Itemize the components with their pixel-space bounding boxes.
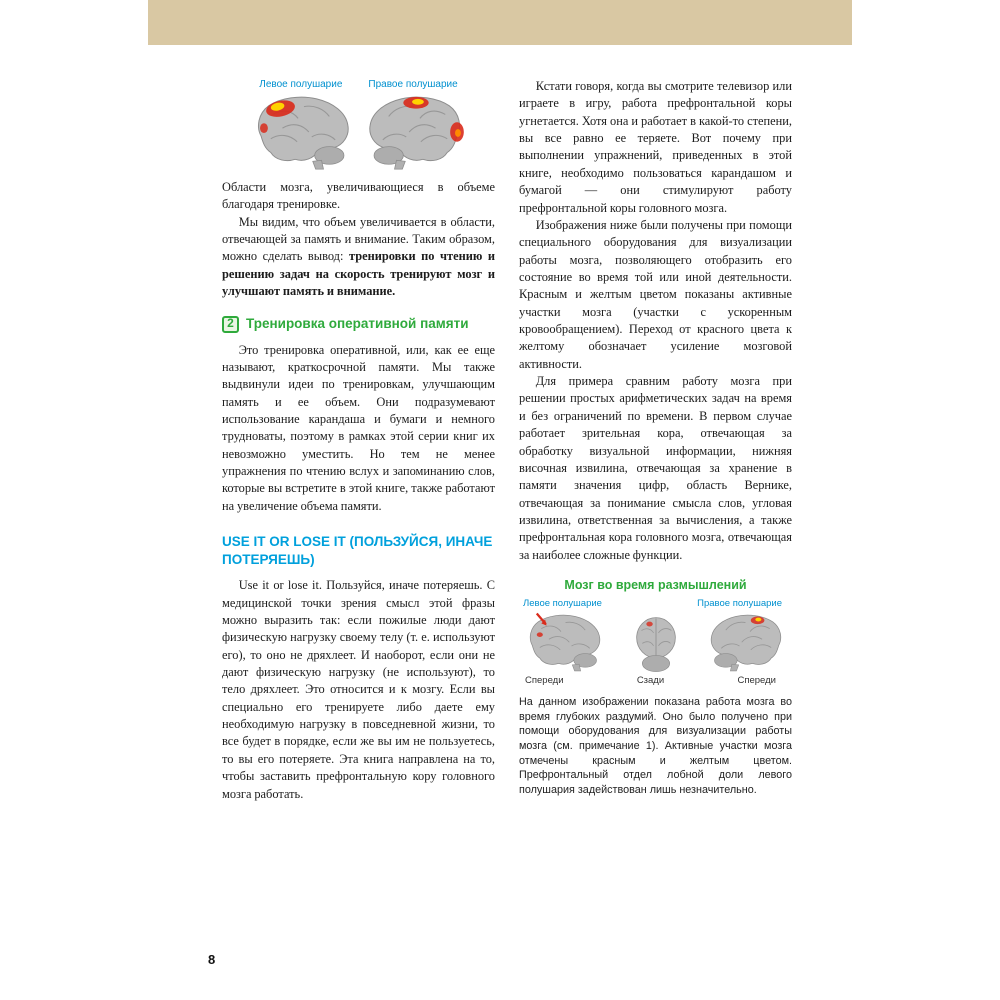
orientation-label-front-left: Спереди <box>525 675 564 687</box>
hemisphere-label-right: Правое полушарие <box>697 598 782 610</box>
orientation-label-back: Сзади <box>636 675 665 687</box>
page-number: 8 <box>208 952 216 967</box>
figure2-labels <box>519 598 792 610</box>
figure1-labels <box>222 78 495 91</box>
section-number-badge: 2 <box>222 316 239 333</box>
brain-left-hemisphere-image <box>247 93 357 173</box>
paragraph-bold-conclusion: тренировки по чтению и решению задач на скорость тренируют мозг и улучшают память и внимание. <box>222 249 496 299</box>
section-heading-text: Тренировка оперативной памяти <box>246 315 469 331</box>
hemisphere-label-left: Левое полушарие <box>523 598 602 610</box>
orientation-label-front-right: Спереди <box>737 675 776 687</box>
section-heading-working-memory <box>222 315 495 333</box>
paragraph-tv-games: Кстати говоря, когда вы смотрите телевизор или играете в игру, работа префронтальной коры угнетается. Хотя она и работает в какой-то степени, вы все равно ее теряете. Вот почему при выполнении упражнений, приведенных в этой книге, необходимо пользоваться карандашом и бумагой — они стимулируют работу префронтальной коры головного мозга. <box>519 79 792 215</box>
section-heading-use-it-or-lose-it: USE IT OR LOSE IT (ПОЛЬЗУЙСЯ, ИНАЧЕ ПОТЕРЯЕШЬ) <box>222 534 493 567</box>
hemisphere-label-left: Левое полушарие <box>259 79 343 90</box>
figure1-caption: Области мозга, увеличивающиеся в объеме благодаря тренировке. <box>222 180 495 212</box>
paragraph-text: Мы видим, что объем увеличивается в области, отвечающей за память и внимание. Таким образом, можно сделать вывод: <box>222 214 495 264</box>
paragraph-use-it-or-lose-it: Use it or lose it. Пользуйся, иначе потеряешь. С медицинской точки зрения смысл этой фразы можно выразить так: если пожилые люди дают физическую нагрузку своему телу (т. е. используют его), то оно не дряхлеет. И наоборот, если они не дают физическую нагрузку (не используют), то тело дряхлеет. Это относится и к мозгу. Если вы специально его тренируете либо даете ему необходимую нагрузку в повседневной жизни, то все будет в порядке, если же вы им не пользуетесь, то вы его потеряете. Эта книга направлена на то, чтобы заставить префронтальную кору головного мозга работать. <box>222 578 495 801</box>
paragraph-arithmetic-comparison: Для примера сравним работу мозга при решении простых арифметических задач на время и без ограничений по времени. В первом случае работает зрительная кора, отвечающая за обработку визуальной информации, нижняя височная извилина, отвечающая за хранение в памяти значения цифр, область Вернике, отвечающая за понимание смысла слов, угловая извилина, ответственная за вычисления, а также префронтальная кора головного мозга, отвечающая за наиболее сложные функции. <box>519 374 792 562</box>
brain-left-hemisphere-image <box>521 612 607 674</box>
figure1-brain-images <box>222 93 495 173</box>
header-band <box>148 0 852 45</box>
left-column <box>222 78 495 803</box>
right-column <box>519 78 792 803</box>
figure2-caption: На данном изображении показана работа мозга во время глубоких раздумий. Оно было получено при помощи оборудования для визуализации работы мозга (см. примечание 1). Активные участки мозга отмечены красным и желтым цветом. Префронтальный отдел лобной доли левого полушария задействован лишь незначительно. <box>519 696 792 797</box>
hemisphere-label-right: Правое полушарие <box>368 79 458 90</box>
paragraph-imaging-equipment: Изображения ниже были получены при помощи специального оборудования для визуализации работы мозга, позволяющего отобразить его состояние во время той или иной деятельности. Красным и желтым цветом показаны активные участки мозга (участки с ускоренным кровообращением). Переход от красного цвета к желтому обозначает усиление мозговой активности. <box>519 217 792 371</box>
figure-brain-thinking <box>519 578 792 687</box>
figure2-orientation-labels <box>519 675 792 687</box>
paragraph-working-memory: Это тренировка оперативной, или, как ее еще называют, краткосрочной памяти. Мы также выдвинули идеи по тренировкам, улучшающим память и ее объем. Они подразумевают использование карандаша и бумаги и немного трудноваты, поэтому в рамках этой серии книг их невозможно уместить. Но тем не менее упражнения по чтению вслух и запоминанию слов, которые вы встретите в этой книге, также работают на увеличение объема памяти. <box>222 342 495 513</box>
figure-trained-brain <box>222 78 495 173</box>
figure2-brain-images <box>519 612 792 674</box>
figure2-title: Мозг во время размышлений <box>564 578 747 593</box>
paragraph-memory-volume <box>222 214 495 301</box>
page-content <box>222 78 792 803</box>
brain-right-hemisphere-image <box>361 93 471 173</box>
brain-back-view-image <box>631 616 681 674</box>
brain-right-hemisphere-image <box>704 612 790 674</box>
